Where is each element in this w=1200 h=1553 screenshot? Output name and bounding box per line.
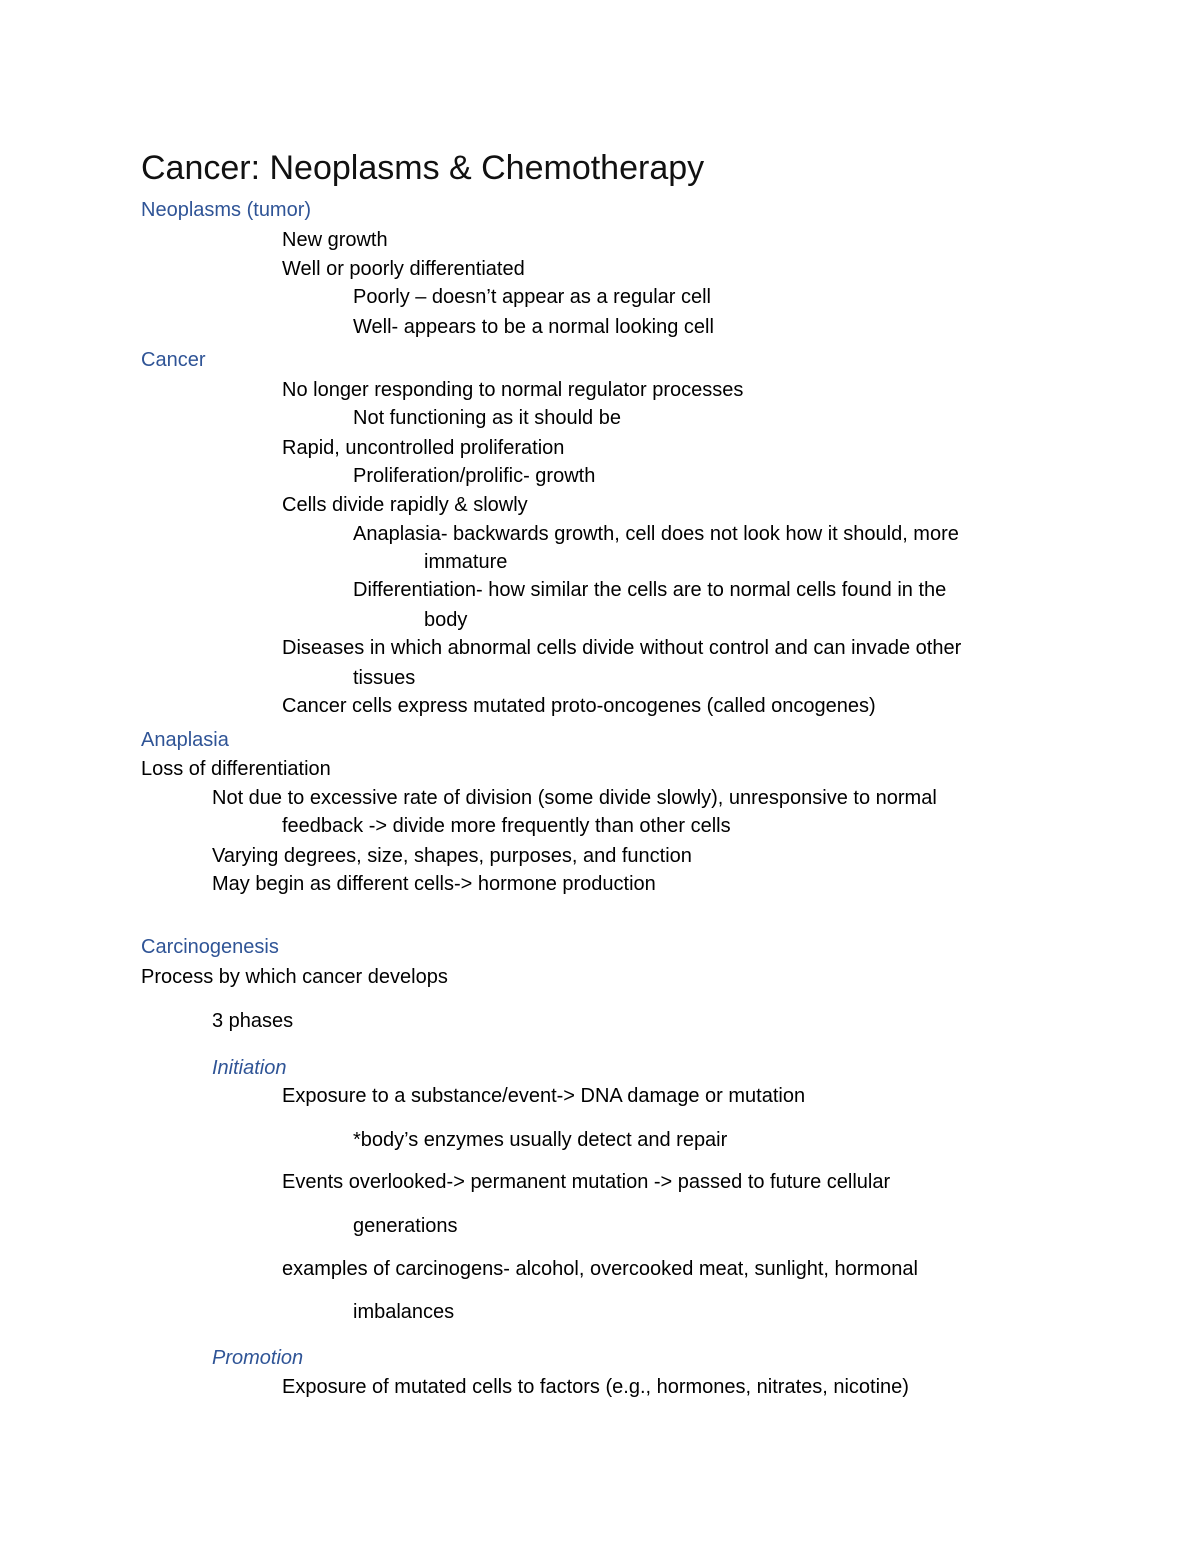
neoplasms-line: Well- appears to be a normal looking cell (353, 316, 714, 338)
cancer-line: body (424, 609, 468, 631)
cancer-line: Differentiation- how similar the cells are to normal cells found in the (353, 579, 947, 601)
cancer-line: Anaplasia- backwards growth, cell does not look how it should, more (353, 523, 959, 545)
cancer-line: immature (424, 551, 508, 573)
carcinogenesis-line: 3 phases (212, 1010, 294, 1032)
anaplasia-heading: Anaplasia (141, 729, 229, 751)
initiation-heading: Initiation (212, 1057, 287, 1079)
promotion-line: Exposure of mutated cells to factors (e.g., hormones, nitrates, nicotine) (282, 1376, 909, 1398)
anaplasia-line: Loss of differentiation (141, 758, 331, 780)
cancer-line: Cells divide rapidly & slowly (282, 494, 528, 516)
neoplasms-line: New growth (282, 229, 388, 251)
cancer-heading: Cancer (141, 349, 206, 371)
neoplasms-line: Well or poorly differentiated (282, 258, 525, 280)
cancer-line: tissues (353, 667, 416, 689)
cancer-line: Cancer cells express mutated proto-oncogenes (called oncogenes) (282, 695, 876, 717)
initiation-line: examples of carcinogens- alcohol, overcooked meat, sunlight, hormonal (282, 1258, 918, 1280)
cancer-line: Rapid, uncontrolled proliferation (282, 437, 565, 459)
carcinogenesis-line: Process by which cancer develops (141, 966, 448, 988)
neoplasms-line: Poorly – doesn’t appear as a regular cell (353, 286, 711, 308)
cancer-line: Diseases in which abnormal cells divide without control and can invade other (282, 637, 962, 659)
page-title: Cancer: Neoplasms & Chemotherapy (141, 149, 705, 187)
promotion-heading: Promotion (212, 1347, 304, 1369)
anaplasia-line: May begin as different cells-> hormone production (212, 873, 656, 895)
anaplasia-line: Not due to excessive rate of division (some divide slowly), unresponsive to normal (212, 787, 937, 809)
cancer-line: Proliferation/prolific- growth (353, 465, 596, 487)
carcinogenesis-heading: Carcinogenesis (141, 936, 279, 958)
initiation-line: imbalances (353, 1301, 455, 1323)
initiation-line: generations (353, 1215, 458, 1237)
anaplasia-line: Varying degrees, size, shapes, purposes, and function (212, 845, 692, 867)
initiation-line: Exposure to a substance/event-> DNA damage or mutation (282, 1085, 806, 1107)
cancer-line: No longer responding to normal regulator processes (282, 379, 744, 401)
cancer-line: Not functioning as it should be (353, 407, 621, 429)
initiation-line: *body’s enzymes usually detect and repair (353, 1129, 728, 1151)
anaplasia-line: feedback -> divide more frequently than other cells (282, 815, 731, 837)
initiation-line: Events overlooked-> permanent mutation -> passed to future cellular (282, 1171, 891, 1193)
neoplasms-heading: Neoplasms (tumor) (141, 199, 312, 221)
